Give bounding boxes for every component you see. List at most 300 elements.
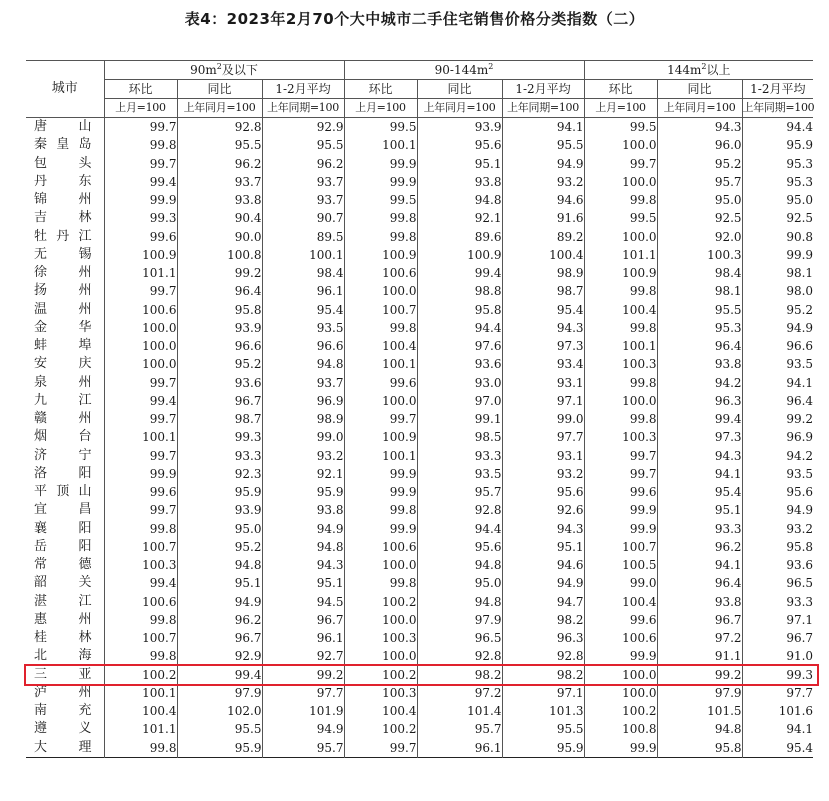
city-name: 唐山 [34,119,92,135]
index-value: 95.8 [742,538,813,556]
index-value: 93.9 [417,118,502,137]
index-value: 100.0 [584,666,657,684]
index-value: 93.6 [177,374,262,392]
index-value: 94.9 [742,501,813,519]
metric-header: 1-2月平均 [262,80,344,99]
table-row [26,720,813,738]
index-value: 96.4 [177,282,262,300]
group-header [584,61,813,80]
index-value: 100.0 [104,355,177,373]
index-value: 99.8 [584,374,657,392]
index-value: 97.2 [657,629,742,647]
index-value: 100.4 [584,301,657,319]
index-value: 100.2 [344,720,417,738]
index-value: 99.8 [104,520,177,538]
index-value: 99.9 [584,739,657,758]
index-value: 94.8 [262,355,344,373]
index-value: 99.5 [584,118,657,137]
index-value: 101.9 [262,702,344,720]
index-value: 100.1 [344,136,417,154]
index-value: 93.0 [417,374,502,392]
index-value: 93.5 [742,465,813,483]
index-value: 94.3 [502,319,584,337]
index-value: 97.6 [417,337,502,355]
index-value: 99.9 [584,647,657,665]
index-value: 95.0 [177,520,262,538]
table-row [26,173,813,191]
city-name: 北海 [34,648,92,664]
table-row [26,501,813,519]
index-value: 94.3 [502,520,584,538]
index-value: 95.1 [657,501,742,519]
index-value: 99.1 [417,410,502,428]
index-value: 99.2 [657,666,742,684]
index-value: 89.2 [502,228,584,246]
index-value: 92.1 [417,209,502,227]
index-value: 100.6 [104,593,177,611]
table-row [26,611,813,629]
index-value: 92.8 [502,647,584,665]
metric-header: 1-2月平均 [502,80,584,99]
index-value: 98.0 [742,282,813,300]
index-value: 97.3 [502,337,584,355]
index-value: 100.9 [104,246,177,264]
index-value: 93.3 [177,447,262,465]
index-value: 93.9 [177,501,262,519]
index-value: 99.3 [177,428,262,446]
table-row [26,647,813,665]
index-value: 94.5 [262,593,344,611]
city-name: 平顶山 [34,484,92,500]
index-value: 101.3 [502,702,584,720]
index-value: 95.5 [502,720,584,738]
metric-header: 环比 [344,80,417,99]
index-value: 91.1 [657,647,742,665]
index-value: 99.8 [104,647,177,665]
index-value: 100.7 [104,629,177,647]
index-value: 97.0 [417,392,502,410]
index-value: 95.2 [742,301,813,319]
index-value: 99.2 [262,666,344,684]
index-value: 100.3 [584,355,657,373]
index-value: 100.6 [584,629,657,647]
index-value: 94.7 [502,593,584,611]
index-value: 100.3 [657,246,742,264]
index-value: 100.1 [344,447,417,465]
base-header: 上年同月=100 [657,99,742,118]
index-value: 96.1 [262,629,344,647]
index-value: 95.5 [657,301,742,319]
city-name: 温州 [34,301,92,317]
index-value: 93.8 [262,501,344,519]
index-value: 96.2 [177,611,262,629]
index-value: 99.9 [584,501,657,519]
index-value: 96.9 [262,392,344,410]
table-row [26,264,813,282]
index-value: 94.3 [262,556,344,574]
index-value: 98.2 [417,666,502,684]
index-value: 100.1 [104,428,177,446]
metric-header: 环比 [584,80,657,99]
index-value: 95.9 [742,136,813,154]
index-value: 102.0 [177,702,262,720]
index-value: 95.6 [417,538,502,556]
index-value: 94.6 [502,191,584,209]
index-value: 95.4 [742,739,813,758]
index-value: 96.7 [177,629,262,647]
index-value: 100.7 [344,301,417,319]
index-value: 100.0 [344,647,417,665]
index-value: 98.7 [177,410,262,428]
index-value: 99.7 [104,501,177,519]
index-value: 95.2 [657,155,742,173]
index-value: 94.9 [502,574,584,592]
index-value: 99.7 [344,739,417,758]
index-value: 93.4 [502,355,584,373]
table-row [26,574,813,592]
base-header: 上月=100 [584,99,657,118]
city-name: 湛江 [34,593,92,609]
index-value: 93.5 [742,355,813,373]
index-value: 100.0 [344,611,417,629]
index-value: 99.7 [584,447,657,465]
header-row-bases [26,99,813,118]
index-value: 99.9 [742,246,813,264]
index-value: 98.9 [502,264,584,282]
index-value: 90.4 [177,209,262,227]
index-value: 99.4 [657,410,742,428]
metric-header: 1-2月平均 [742,80,813,99]
index-value: 98.5 [417,428,502,446]
base-header: 上年同期=100 [502,99,584,118]
index-value: 92.7 [262,647,344,665]
city-name: 济宁 [34,447,92,463]
index-value: 99.8 [104,611,177,629]
index-value: 94.9 [262,520,344,538]
table-row [26,593,813,611]
index-value: 100.1 [584,337,657,355]
index-value: 100.3 [584,428,657,446]
table-row [26,337,813,355]
city-name: 丹东 [34,173,92,189]
index-value: 99.8 [584,282,657,300]
index-value: 99.8 [584,191,657,209]
index-value: 100.8 [177,246,262,264]
index-value: 100.0 [584,228,657,246]
table-row [26,410,813,428]
index-value: 100.4 [344,702,417,720]
index-value: 90.8 [742,228,813,246]
table-row [26,538,813,556]
index-value: 100.8 [584,720,657,738]
index-value: 101.1 [104,720,177,738]
index-value: 95.9 [177,739,262,758]
base-header: 上月=100 [104,99,177,118]
index-value: 94.1 [502,118,584,137]
index-value: 100.0 [104,319,177,337]
index-value: 99.4 [104,392,177,410]
index-value: 93.8 [657,355,742,373]
index-value: 94.4 [417,520,502,538]
index-value: 96.4 [742,392,813,410]
index-value: 99.8 [584,319,657,337]
city-name: 常德 [34,557,92,573]
index-value: 99.6 [344,374,417,392]
index-value: 99.4 [104,574,177,592]
index-value: 101.1 [104,264,177,282]
index-value: 94.3 [657,118,742,137]
index-value: 100.2 [344,593,417,611]
index-value: 99.7 [104,155,177,173]
index-value: 99.5 [584,209,657,227]
index-value: 99.9 [104,465,177,483]
table-row [26,118,813,137]
index-value: 99.2 [742,410,813,428]
index-value: 94.3 [657,447,742,465]
group-header [104,61,344,80]
index-value: 99.9 [344,483,417,501]
metric-header: 同比 [177,80,262,99]
index-value: 97.9 [657,684,742,702]
city-name: 三亚 [34,666,92,682]
index-value: 96.3 [502,629,584,647]
metric-header: 环比 [104,80,177,99]
index-value: 93.5 [417,465,502,483]
index-value: 96.7 [657,611,742,629]
index-value: 94.1 [742,374,813,392]
metric-header: 同比 [657,80,742,99]
index-value: 94.6 [502,556,584,574]
city-name: 宜昌 [34,502,92,518]
index-value: 98.2 [502,611,584,629]
index-value: 95.0 [657,191,742,209]
index-value: 100.9 [584,264,657,282]
index-value: 100.0 [344,556,417,574]
index-value: 95.6 [417,136,502,154]
index-value: 93.1 [502,447,584,465]
city-name: 安庆 [34,356,92,372]
city-name: 洛阳 [34,465,92,481]
index-value: 89.6 [417,228,502,246]
index-value: 100.1 [262,246,344,264]
table-row [26,209,813,227]
index-value: 100.0 [584,392,657,410]
index-value: 99.9 [344,155,417,173]
index-value: 101.4 [417,702,502,720]
index-value: 92.9 [177,647,262,665]
index-value: 95.4 [262,301,344,319]
index-value: 95.8 [657,739,742,758]
index-value: 99.7 [104,374,177,392]
index-value: 99.0 [262,428,344,446]
index-value: 95.6 [502,483,584,501]
index-value: 100.0 [584,136,657,154]
table-row [26,520,813,538]
table-row [26,246,813,264]
index-value: 95.7 [417,720,502,738]
header-row-metrics [26,80,813,99]
table-row [26,155,813,173]
index-value: 101.6 [742,702,813,720]
index-value: 99.8 [584,410,657,428]
index-value: 91.0 [742,647,813,665]
index-value: 94.8 [177,556,262,574]
table-title: 表4：2023年2月70个大中城市二手住宅销售价格分类指数（二） [184,10,645,28]
index-value: 97.7 [502,428,584,446]
index-value: 100.9 [417,246,502,264]
index-value: 101.1 [584,246,657,264]
index-value: 92.8 [177,118,262,137]
index-value: 99.8 [344,501,417,519]
index-value: 95.1 [177,574,262,592]
city-name: 泸州 [34,684,92,700]
city-name: 泉州 [34,374,92,390]
index-value: 95.4 [657,483,742,501]
index-value: 96.3 [657,392,742,410]
city-name: 锦州 [34,192,92,208]
index-value: 95.8 [177,301,262,319]
index-value: 98.9 [262,410,344,428]
index-value: 99.9 [344,520,417,538]
base-header: 上年同月=100 [177,99,262,118]
index-value: 93.9 [177,319,262,337]
base-header: 上年同期=100 [262,99,344,118]
group-label-tail: 及以下 [221,63,258,77]
index-value: 92.1 [262,465,344,483]
group-label-superscript: 2 [216,62,222,71]
index-value: 100.2 [344,666,417,684]
city-column-header: 城市 [26,61,104,118]
index-value: 94.1 [742,720,813,738]
index-value: 96.0 [657,136,742,154]
index-value: 101.5 [657,702,742,720]
index-value: 99.7 [584,155,657,173]
index-value: 100.0 [344,392,417,410]
table-body [26,118,813,758]
city-name: 秦皇岛 [34,137,92,153]
index-value: 98.1 [742,264,813,282]
price-index-table [26,60,813,758]
index-value: 94.2 [742,447,813,465]
group-label: 90m [190,63,217,77]
index-value: 93.2 [502,173,584,191]
table-row [26,739,813,758]
index-value: 100.4 [344,337,417,355]
index-value: 100.3 [104,556,177,574]
index-value: 99.8 [104,739,177,758]
index-value: 99.6 [584,611,657,629]
city-name: 蚌埠 [34,338,92,354]
group-label-tail: 以上 [706,63,731,77]
index-value: 96.5 [742,574,813,592]
city-name: 吉林 [34,210,92,226]
index-value: 100.4 [502,246,584,264]
city-name: 扬州 [34,283,92,299]
index-value: 99.5 [344,191,417,209]
index-value: 100.3 [344,629,417,647]
index-value: 96.1 [417,739,502,758]
index-value: 99.8 [104,136,177,154]
group-label-superscript: 2 [701,62,707,71]
index-value: 99.6 [104,483,177,501]
city-name: 金华 [34,319,92,335]
index-value: 94.8 [262,538,344,556]
index-value: 95.4 [502,301,584,319]
index-value: 92.9 [262,118,344,137]
index-value: 100.3 [344,684,417,702]
index-value: 92.5 [742,209,813,227]
city-name: 牡丹江 [34,228,92,244]
city-name: 大理 [34,739,92,755]
city-name: 徐州 [34,265,92,281]
index-value: 95.9 [502,739,584,758]
index-value: 100.9 [344,428,417,446]
index-value: 99.2 [177,264,262,282]
index-value: 94.4 [417,319,502,337]
index-value: 96.9 [742,428,813,446]
index-value: 92.5 [657,209,742,227]
index-value: 93.8 [657,593,742,611]
index-value: 95.8 [417,301,502,319]
index-value: 95.5 [177,136,262,154]
index-value: 93.3 [742,593,813,611]
index-value: 92.6 [502,501,584,519]
index-value: 93.8 [177,191,262,209]
index-value: 93.3 [417,447,502,465]
city-name: 惠州 [34,611,92,627]
index-value: 95.1 [262,574,344,592]
table-row [26,191,813,209]
index-value: 92.8 [417,501,502,519]
index-value: 99.7 [104,447,177,465]
index-value: 95.7 [657,173,742,191]
index-value: 99.8 [344,228,417,246]
index-value: 97.1 [502,392,584,410]
index-value: 99.7 [104,282,177,300]
group-header [344,61,584,80]
city-name: 襄阳 [34,520,92,536]
city-name: 桂林 [34,630,92,646]
index-value: 90.7 [262,209,344,227]
index-value: 95.5 [502,136,584,154]
city-name: 烟台 [34,429,92,445]
index-value: 99.8 [344,574,417,592]
index-value: 95.9 [177,483,262,501]
table-row [26,465,813,483]
index-value: 95.5 [177,720,262,738]
index-value: 99.3 [742,666,813,684]
index-value: 98.1 [657,282,742,300]
index-value: 92.3 [177,465,262,483]
index-value: 96.6 [742,337,813,355]
index-value: 94.9 [262,720,344,738]
index-value: 92.8 [417,647,502,665]
index-value: 99.4 [177,666,262,684]
index-value: 94.8 [657,720,742,738]
table-row [26,684,813,702]
header-row-groups [26,61,813,80]
index-value: 99.7 [104,118,177,137]
index-value: 95.1 [502,538,584,556]
index-value: 100.4 [584,593,657,611]
index-value: 100.7 [584,538,657,556]
index-value: 95.3 [742,173,813,191]
index-value: 94.4 [742,118,813,137]
index-value: 94.2 [657,374,742,392]
group-label-superscript: 2 [488,62,494,71]
index-value: 94.9 [177,593,262,611]
index-value: 100.6 [344,264,417,282]
